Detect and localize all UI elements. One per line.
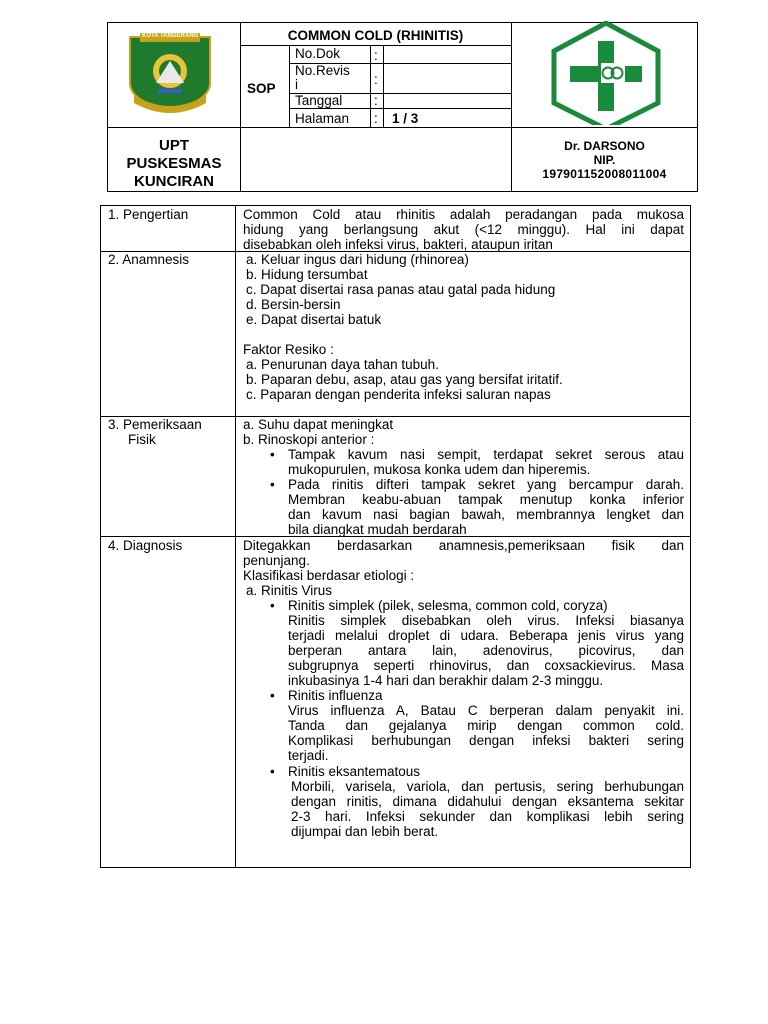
divider [383, 45, 384, 127]
text-line: 2-3 hari. Infeksi sekunder dan komplikasi lebih sering [291, 809, 684, 824]
no-revisi-sep: : [374, 72, 378, 87]
puskesmas-logo [546, 21, 666, 125]
row-label-diagnosis: 4. Diagnosis [108, 538, 183, 553]
text-line: Tampak kavum nasi sempit, terdapat sekret serous atau [288, 447, 684, 462]
text-line: Virus influenza A, Batau C berperan dalam penyakit ini. [288, 703, 684, 718]
subsection-title: Rinitis influenza [288, 688, 383, 703]
text-line: Morbili, varisela, variola, dan pertusis, sering berhubungan [291, 779, 684, 794]
rinitis-virus-heading: a. Rinitis Virus [246, 583, 333, 598]
logo-banner-text: KOTA TANGERANG [142, 33, 199, 39]
diagnosis-intro [243, 538, 684, 583]
signatory-nip-label: NIP. [593, 153, 616, 167]
no-revisi-label-wrap: i [295, 77, 298, 92]
text-line: inkubasinya 1-4 hari dan berakhir dalam 2-3 minggu. [288, 673, 604, 688]
rinitis-influenza [288, 688, 684, 763]
list-item: e. Dapat disertai batuk [246, 312, 382, 327]
text-line: penunjang. [243, 553, 310, 568]
list-item: a. Penurunan daya tahan tubuh. [246, 357, 439, 372]
text-line: dengan rinitis, dimana didahului dengan eksantema sekitar [291, 794, 684, 809]
halaman-sep: : [374, 111, 378, 126]
bullet-icon: • [270, 764, 275, 779]
text-line: Rinitis simplek disebabkan oleh virus. Infeksi biasanya [288, 613, 684, 628]
text-line: terjadi. [288, 748, 329, 763]
text-line: Common Cold atau rhinitis adalah peradangan pada mukosa [243, 207, 684, 222]
text-line: mukopurulen, mukosa konka udem dan hiperemis. [288, 462, 591, 477]
text-line: berperan antara lain, adenovirus, picovirus, dan [288, 643, 684, 658]
tanggal-label: Tanggal [295, 93, 343, 108]
bullet-icon: • [270, 477, 275, 492]
list-item: c. Paparan dengan penderita infeksi saluran napas [246, 387, 551, 402]
row-label-anamnesis: 2. Anamnesis [108, 252, 190, 267]
text-line: dijumpai dan lebih berat. [291, 824, 439, 839]
risk-factor-title: Faktor Resiko : [243, 342, 334, 357]
pemeriksaan-bullet-2 [288, 477, 684, 537]
text-line: Tanda dan gejalanya mirip dengan common cold. [288, 718, 684, 733]
text-line: dan kavum nasi bagian bawah, membrannya lengket dan [288, 507, 684, 522]
text-line: bila diangkat mudah berdarah [288, 522, 467, 537]
no-revisi-label: No.Revis [295, 63, 350, 78]
tanggal-sep: : [374, 93, 378, 108]
org-line: UPT [159, 137, 189, 154]
signatory-name: Dr. DARSONO [564, 139, 645, 153]
row-label-pemeriksaan: 3. Pemeriksaan [108, 417, 202, 432]
klasifikasi-heading: Klasifikasi berdasar etiologi : [243, 568, 415, 583]
bullet-icon: • [270, 447, 275, 462]
text-line: Ditegakkan berdasarkan anamnesis,pemeriksaan fisik dan [243, 538, 684, 553]
pemeriksaan-item-a: a. Suhu dapat meningkat [243, 417, 394, 432]
pengertian-text [243, 207, 684, 252]
halaman-label: Halaman [295, 111, 350, 126]
halaman-value: 1 / 3 [392, 111, 419, 126]
divider [289, 45, 290, 127]
pemeriksaan-bullet-1 [288, 447, 684, 477]
rinitis-simplek [288, 598, 684, 688]
divider [240, 45, 511, 46]
text-line: disebabkan oleh infeksi virus, bakteri, ataupun iritan [243, 237, 553, 252]
list-item: b. Hidung tersumbat [246, 267, 368, 282]
divider [289, 108, 511, 109]
risk-factor-list [246, 357, 684, 402]
row-label-pemeriksaan-fisik: Fisik [128, 432, 156, 447]
list-item: b. Paparan debu, asap, atau gas yang bersifat iritatif. [246, 372, 563, 387]
signatory-nip: 197901152008011004 [542, 167, 667, 181]
kota-tangerang-logo [126, 31, 214, 115]
text-line: Membran keabu-abuan tampak menutup konka inferior [288, 492, 684, 507]
no-dok-sep: : [374, 48, 378, 63]
sop-label: SOP [247, 81, 276, 96]
divider [108, 127, 697, 128]
text-line: Komplikasi berhubungan dengan infeksi bakteri sering [288, 733, 684, 748]
text-line: Pada rinitis difteri tampak sekret yang bercampur darah. [288, 477, 684, 492]
divider [240, 23, 241, 191]
anamnesis-list [246, 252, 684, 327]
rinitis-eksantematous-title: Rinitis eksantematous [288, 764, 421, 779]
list-item: a. Keluar ingus dari hidung (rhinorea) [246, 252, 469, 267]
text-line: subgrupnya seperti rhinovirus, dan coxsackievirus. Masa [288, 658, 684, 673]
organization-name [108, 137, 240, 191]
org-line: KUNCIRAN [134, 173, 214, 190]
divider [370, 45, 371, 127]
rinitis-eksantematous [291, 779, 684, 839]
list-item: d. Bersin-bersin [246, 297, 341, 312]
no-dok-label: No.Dok [295, 46, 341, 61]
text-line: hidung yang berlangsung akut (<12 minggu). Hal ini dapat [243, 222, 684, 237]
text-line: terjadi melalui droplet di udara. Beberapa jenis virus yang [288, 628, 684, 643]
org-line: PUSKESMAS [126, 155, 222, 172]
subsection-title: Rinitis simplek (pilek, selesma, common cold, coryza) [288, 598, 608, 613]
row-label-pengertian: 1. Pengertian [108, 207, 189, 222]
document-title: COMMON COLD (RHINITIS) [287, 28, 464, 43]
signatory [512, 139, 697, 181]
bullet-icon: • [270, 688, 275, 703]
sop-header-table [107, 22, 698, 192]
list-item: c. Dapat disertai rasa panas atau gatal pada hidung [246, 282, 556, 297]
pemeriksaan-item-b: b. Rinoskopi anterior : [243, 432, 375, 447]
bullet-icon: • [270, 598, 275, 613]
